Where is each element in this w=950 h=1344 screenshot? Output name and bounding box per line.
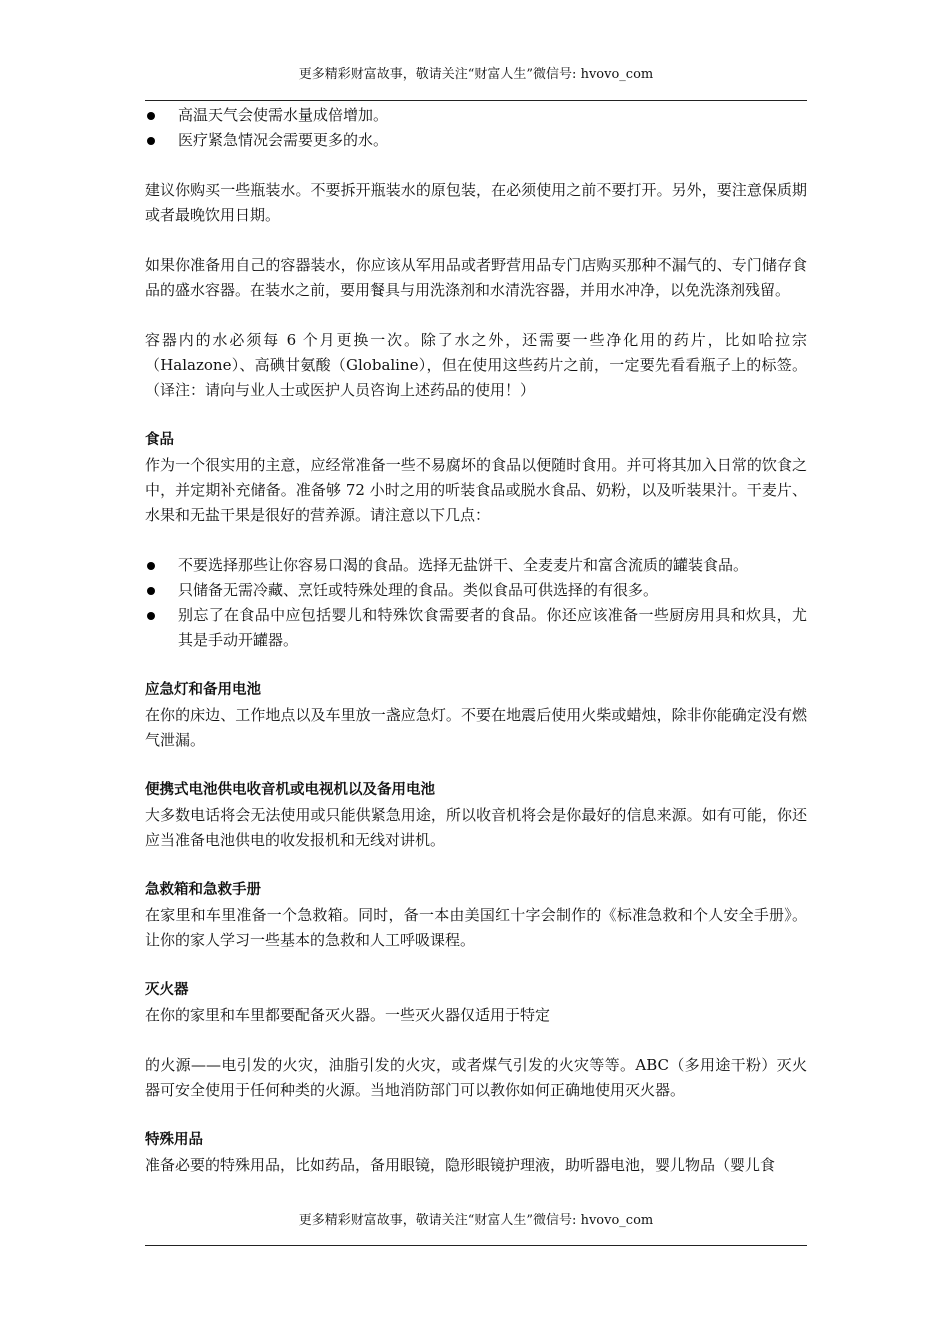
header-divider	[145, 100, 807, 101]
food-paragraph: 作为一个很实用的主意，应经常准备一些不易腐坏的食品以便随时食用。并可将其加入日常的饮食之中，并定期补充储备。准备够 72 小时之用的听装食品或脱水食品、奶粉，以及听装果汁。干麦片、水果和无盐干果是很好的营养源。请注意以下几点：	[145, 456, 807, 524]
document-body	[145, 103, 807, 1178]
list-item-text: 医疗紧急情况会需要更多的水。	[178, 131, 389, 149]
list-item	[145, 578, 807, 603]
special-heading: 特殊用品	[145, 1132, 203, 1148]
footer-divider	[145, 1245, 807, 1246]
firstaid-paragraph: 在家里和车里准备一个急救箱。同时，备一本由美国红十字会制作的《标准急救和个人安全手册》。让你的家人学习一些基本的急救和人工呼吸课程。	[145, 906, 807, 949]
page-header: 更多精彩财富故事，敬请关注“财富人生”微信号: hvovo_com	[298, 67, 654, 82]
bullet-icon	[145, 128, 178, 153]
list-item-text: 高温天气会使需水量成倍增加。	[178, 106, 389, 124]
list-item-text: 不要选择那些让你容易口渴的食品。选择无盐饼干、全麦麦片和富含流质的罐装食品。	[178, 556, 749, 574]
list-item-text: 别忘了在食品中应包括婴儿和特殊饮食需要者的食品。你还应该准备一些厨房用具和炊具，尤其是手动开罐器。	[178, 606, 807, 649]
page-footer: 更多精彩财富故事，敬请关注“财富人生”微信号: hvovo_com	[298, 1213, 654, 1228]
list-item	[145, 103, 807, 128]
radio-paragraph: 大多数电话将会无法使用或只能供紧急用途，所以收音机将会是你最好的信息来源。如有可能，你还应当准备电池供电的收发报机和无线对讲机。	[145, 806, 807, 849]
radio-heading: 便携式电池供电收音机或电视机以及备用电池	[145, 782, 435, 798]
water-paragraph-1: 建议你购买一些瓶装水。不要拆开瓶装水的原包装，在必须使用之前不要打开。另外，要注意保质期或者最晚饮用日期。	[145, 181, 807, 224]
list-item	[145, 128, 807, 153]
bullet-icon	[145, 553, 178, 578]
bullet-icon	[145, 578, 178, 603]
firstaid-heading: 急救箱和急救手册	[145, 882, 261, 898]
lamp-heading: 应急灯和备用电池	[145, 682, 261, 698]
water-paragraph-3: 容器内的水必须每 6 个月更换一次。除了水之外，还需要一些净化用的药片，比如哈拉宗（Halazone）、高碘甘氨酸（Globaline），但在使用这些药片之前，一定要先看看瓶子上的标签。（译注：请向与业人士或医护人员咨询上述药品的使用！）	[145, 331, 807, 399]
special-paragraph: 准备必要的特殊用品，比如药品，备用眼镜，隐形眼镜护理液，助听器电池，婴儿物品（婴儿食	[145, 1156, 776, 1174]
bullet-icon	[145, 103, 178, 128]
list-item	[145, 603, 807, 653]
list-item	[145, 553, 807, 578]
extinguisher-heading: 灭火器	[145, 982, 189, 998]
list-item-text: 只储备无需冷藏、烹饪或特殊处理的食品。类似食品可供选择的有很多。	[178, 581, 659, 599]
water-paragraph-2: 如果你准备用自己的容器装水，你应该从军用品或者野营用品专门店购买那种不漏气的、专门储存食品的盛水容器。在装水之前，要用餐具与用洗涤剂和水清洗容器，并用水冲净，以免洗涤剂残留。	[145, 256, 807, 299]
extinguisher-paragraph-1: 在你的家里和车里都要配备灭火器。一些灭火器仅适用于特定	[145, 1006, 551, 1024]
lamp-paragraph: 在你的床边、工作地点以及车里放一盏应急灯。不要在地震后使用火柴或蜡烛，除非你能确定没有燃气泄漏。	[145, 706, 807, 749]
bullet-icon	[145, 603, 178, 628]
extinguisher-paragraph-2: 的火源——电引发的火灾，油脂引发的火灾，或者煤气引发的火灾等等。ABC（多用途干粉）灭火器可安全使用于任何种类的火源。当地消防部门可以教你如何正确地使用灭火器。	[145, 1056, 807, 1099]
food-heading: 食品	[145, 432, 174, 448]
